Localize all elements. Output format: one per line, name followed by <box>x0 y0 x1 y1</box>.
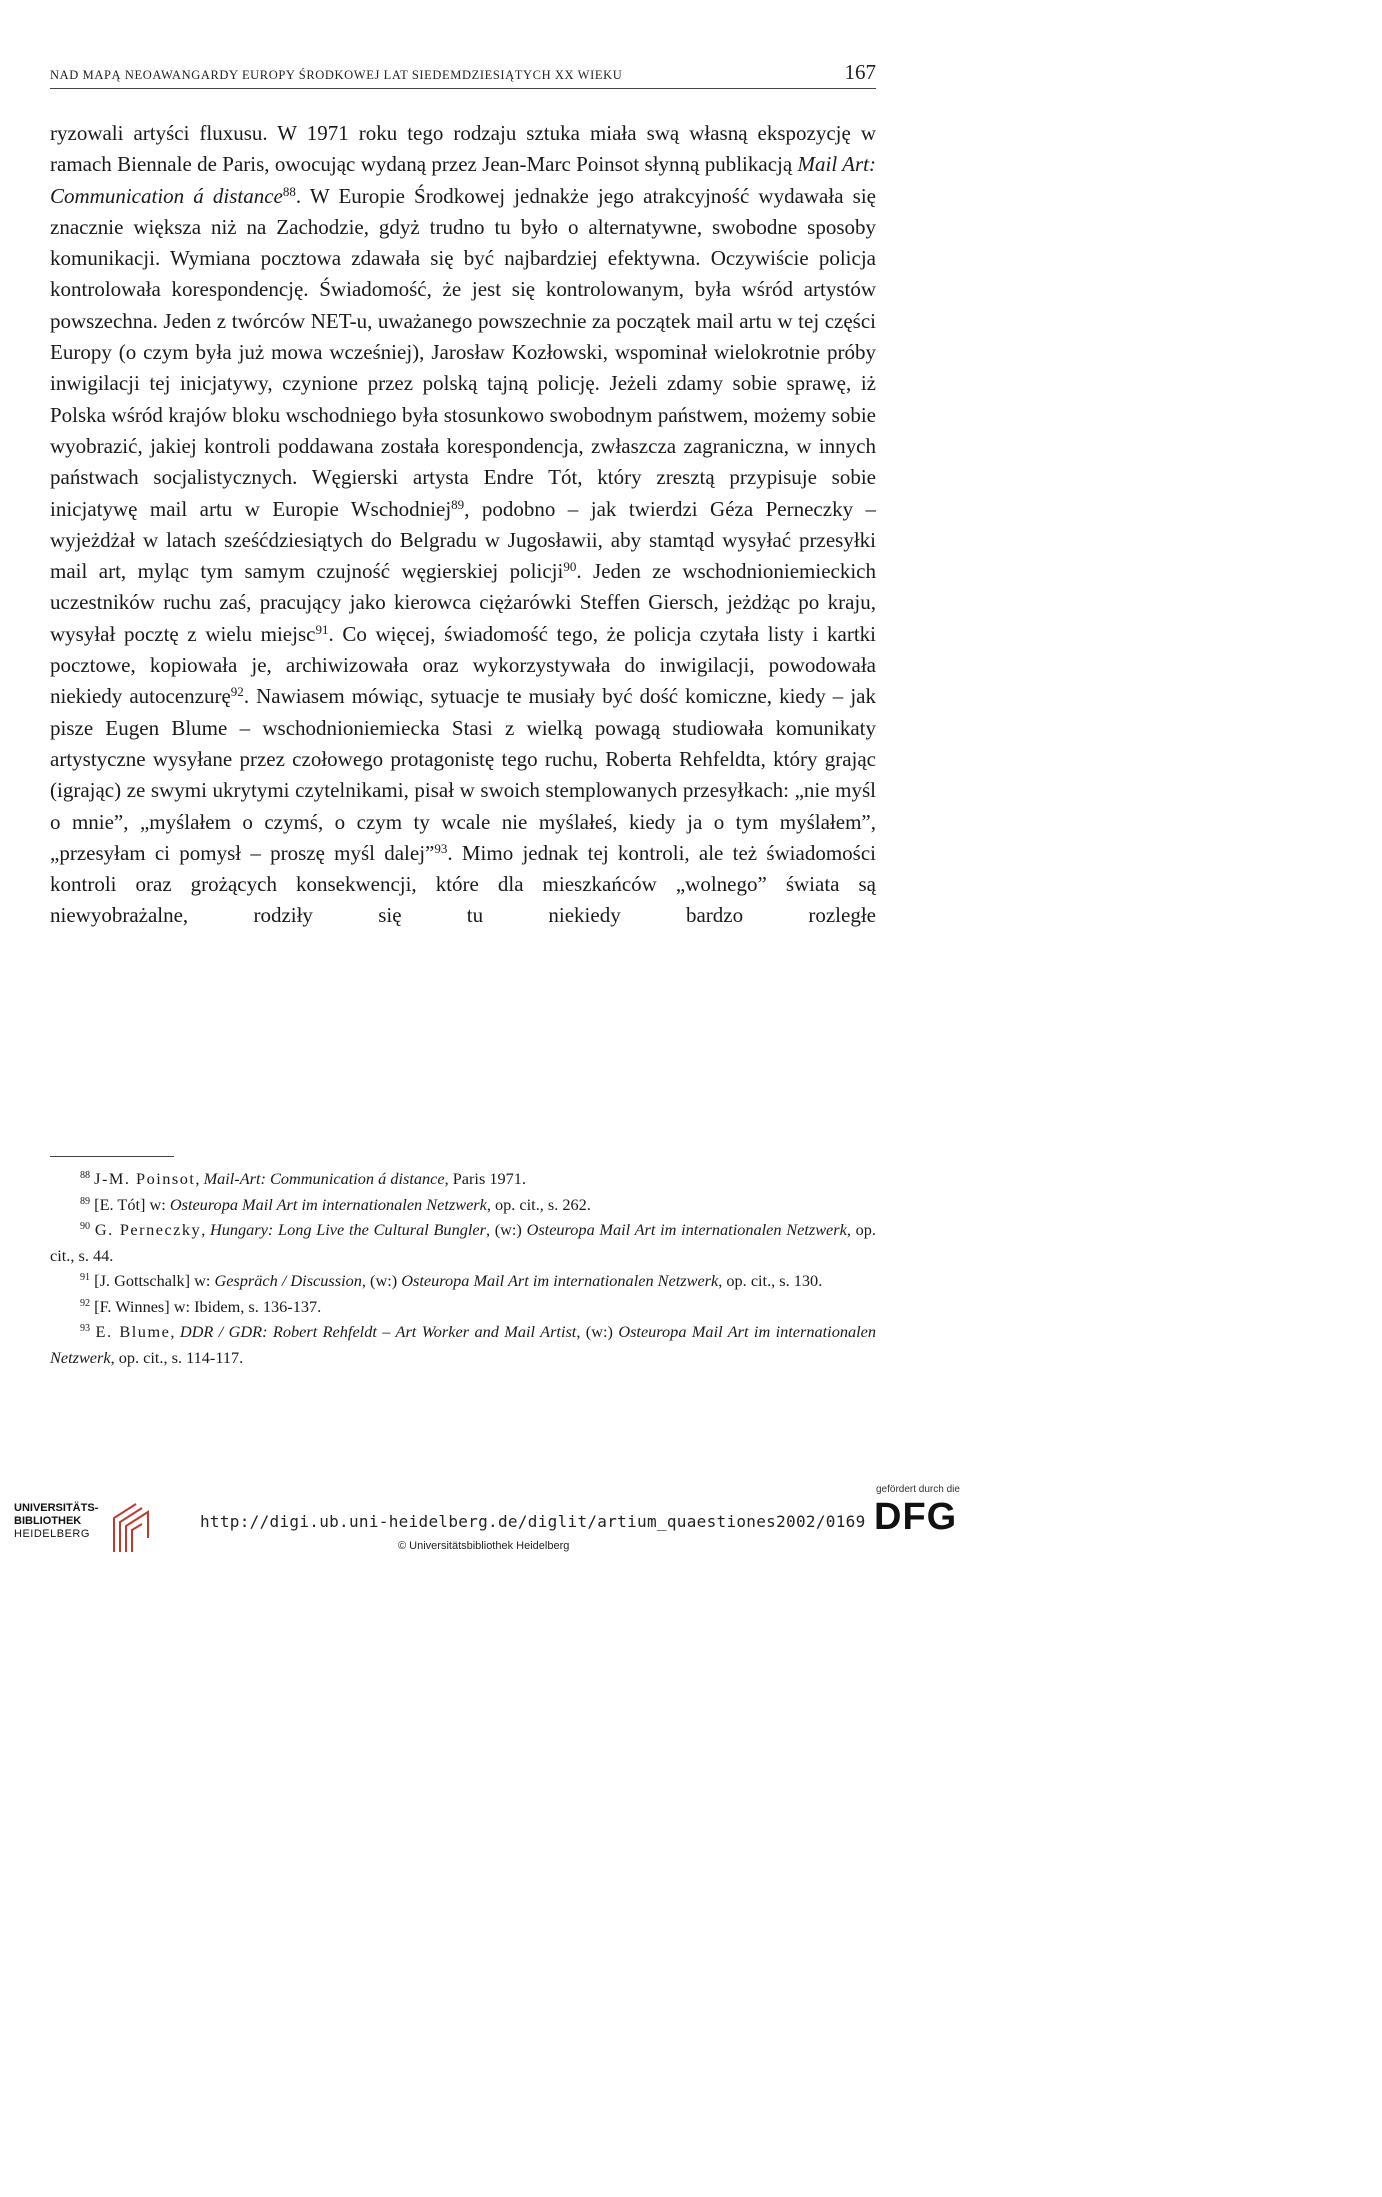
footnote-ref-93: 93 <box>434 840 448 856</box>
footnote-number: 91 <box>80 1272 91 1284</box>
footer <box>0 1482 986 1568</box>
library-emblem-icon <box>106 1498 154 1554</box>
cited-title: Hungary: Long Live the Cultural Bungler <box>209 1220 486 1239</box>
library-line-1: UNIVERSITÄTS- <box>14 1502 99 1514</box>
footnote-number: 93 <box>80 1323 91 1335</box>
footnote-divider <box>50 1156 174 1157</box>
library-name <box>14 1502 98 1541</box>
library-line-3: HEIDELBERG <box>14 1528 90 1540</box>
footnote-text: , (w:) <box>485 1220 527 1239</box>
footnote-text: , (w:) <box>361 1271 402 1290</box>
footnote-number: 92 <box>80 1297 91 1309</box>
dfg-logo <box>872 1484 972 1564</box>
footnote-text: [J. Gottschalk] w: <box>94 1271 215 1290</box>
main-text <box>50 118 876 932</box>
text-run: ryzowali artyści fluxusu. W 1971 roku tego rodzaju sztuka miała swą własną ekspozycję w ramach Biennale de Paris, owocując wydaną przez Jean-Marc Poinsot słynną publikacją <box>50 121 876 177</box>
footnote-number: 88 <box>80 1170 91 1182</box>
text-run: . Mimo jednak tej kontroli, ale też świadomości kontroli oraz grożących konsekwencji, które dla mieszkańców „wolnego” świata są niewyobrażalne, rodziły się tu niekiedy bardzo rozległe <box>50 840 876 928</box>
footnote-ref-88: 88 <box>282 183 296 199</box>
footnote-text: , <box>195 1169 204 1188</box>
footnote-text: , op. cit., s. 114-117. <box>110 1347 244 1367</box>
dfg-caption: gefördert durch die <box>876 1484 960 1495</box>
source-url-link[interactable]: http://digi.ub.uni-heidelberg.de/diglit/artium_quaestiones2002/0169 <box>200 1512 866 1531</box>
text-run: . Nawiasem mówiąc, sytuacje te musiały być dość komiczne, kiedy – jak pisze Eugen Blume – wschodnioniemiecka Stasi z wielką powagą studiowała komunikaty artystyczne wysyłane przez czołowego protagonistę tego ruchu, Roberta Rehfeldta, który grając (igrając) ze swymi ukrytymi czytelnikami, pisał w swoich stemplowanych przesyłkach: „nie myśl o mnie”, „myślałem o czymś, o czym ty wcale nie myślałeś, kiedy ja o tym myślałem”, „przesyłam ci pomysł – proszę myśl dalej” <box>50 684 876 865</box>
footnote <box>50 1166 876 1192</box>
text-run: . W Europie Środkowej jednakże jego atrakcyjność wydawała się znacznie większa niż na Zachodzie, gdyż trudno tu było o alternatywne, swobodne sposoby komunikacji. Wymiana pocztowa zdawała się być najbardziej efektywna. Oczywiście policja kontrolowała korespondencję. Świadomość, że jest się kontrolowanym, była wśród artystów powszechna. Jeden z twórców NET-u, uważanego powszechnie za początek mail artu w tej części Europy (o czym była już mowa wcześniej), Jarosław Kozłowski, wspominał wielokrotnie próby inwigilacji tej inicjatywy, czynione przez polską tajną policję. Jeżeli zdamy sobie sprawę, iż Polska wśród krajów bloku wschodniego była stosunkowo swobodnym państwem, możemy sobie wyobrazić, jakiej kontroli poddawana została korespondencja, zwłaszcza zagraniczna, w innych państwach socjalistycznych. Węgierski artysta Endre Tót, który zresztą przypisuje sobie inicjatywę mail artu w Europie Wschodniej <box>50 183 876 521</box>
footnote-number: 90 <box>80 1221 91 1233</box>
footnote-ref-92: 92 <box>230 684 244 700</box>
footnote-text: , (w:) <box>576 1322 619 1341</box>
cited-title: Osteuropa Mail Art im internationalen Netzwerk <box>169 1194 487 1214</box>
footnote-text: , Paris 1971. <box>444 1169 526 1188</box>
library-line-2: BIBLIOTHEK <box>14 1515 82 1527</box>
footnote-ref-91: 91 <box>315 621 329 637</box>
footnote-text: , <box>170 1322 180 1341</box>
running-header <box>50 62 876 89</box>
copyright-notice: © Universitätsbibliothek Heidelberg <box>398 1540 570 1552</box>
footnotes <box>50 1166 876 1370</box>
dfg-wordmark: DFG <box>874 1496 958 1538</box>
footnote-author: E. Blume <box>95 1322 171 1341</box>
footnote-text: , op. cit., s. 130. <box>718 1271 823 1290</box>
footnote-text: , op. cit., s. 262. <box>486 1194 591 1214</box>
footnote <box>50 1294 876 1320</box>
footnote <box>50 1319 876 1370</box>
footnote-ref-90: 90 <box>563 559 577 574</box>
running-title: NAD MAPĄ NEOAWANGARDY EUROPY ŚRODKOWEJ LAT SIEDEMDZIESIĄTYCH XX WIEKU <box>50 68 623 82</box>
footnote-author: G. Perneczky <box>94 1220 202 1239</box>
text-run: . Jeden ze wschodnioniemieckich uczestników ruchu zaś, pracujący jako kierowca ciężarówki Steffen Giersch, jeżdżąc po kraju, wysyłał pocztę z wielu miejsc <box>50 559 876 646</box>
page-number: 167 <box>844 60 876 84</box>
footnote <box>50 1268 876 1294</box>
cited-title: Osteuropa Mail Art im internationalen Netzwerk <box>401 1271 719 1290</box>
body-paragraph <box>50 118 876 932</box>
footnote-text: , <box>201 1220 210 1239</box>
text-run: , podobno – jak twierdzi Géza Perneczky – wyjeżdżał w latach sześćdziesiątych do Belgradu w Jugosławii, aby stamtąd wysyłać przesyłki mail art, myląc tym samym czujność węgierskiej policji <box>50 496 876 584</box>
cited-title: DDR / GDR: Robert Rehfeldt – Art Worker and Mail Artist <box>179 1322 577 1341</box>
library-logo <box>14 1496 214 1556</box>
footnote-ref-89: 89 <box>451 496 465 512</box>
footnote-text: , op. cit., s. 44. <box>50 1220 877 1265</box>
footnote-author: J-M. Poinsot <box>94 1169 196 1188</box>
footnote <box>50 1192 876 1218</box>
cited-title: Gespräch / Discussion <box>214 1271 362 1290</box>
footnote-text: [F. Winnes] w: Ibidem, s. 136-137. <box>94 1296 322 1316</box>
cited-title: Osteuropa Mail Art im internationalen Netzwerk <box>526 1220 847 1239</box>
publication-title: Mail Art: Communication á distance <box>50 152 876 208</box>
cited-title: Osteuropa Mail Art im internationalen Netzwerk <box>50 1322 877 1367</box>
cited-title: Mail-Art: Communication á distance <box>203 1169 445 1188</box>
footnote-text: [E. Tót] w: <box>94 1194 170 1214</box>
footnote-number: 89 <box>80 1195 91 1207</box>
footnote <box>50 1217 876 1268</box>
text-run: . Co więcej, świadomość tego, że policja czytała listy i kartki pocztowe, kopiowała je, archiwizowała oraz wykorzystywała do inwigilacji, powodowała niekiedy autocenzurę <box>50 621 876 709</box>
